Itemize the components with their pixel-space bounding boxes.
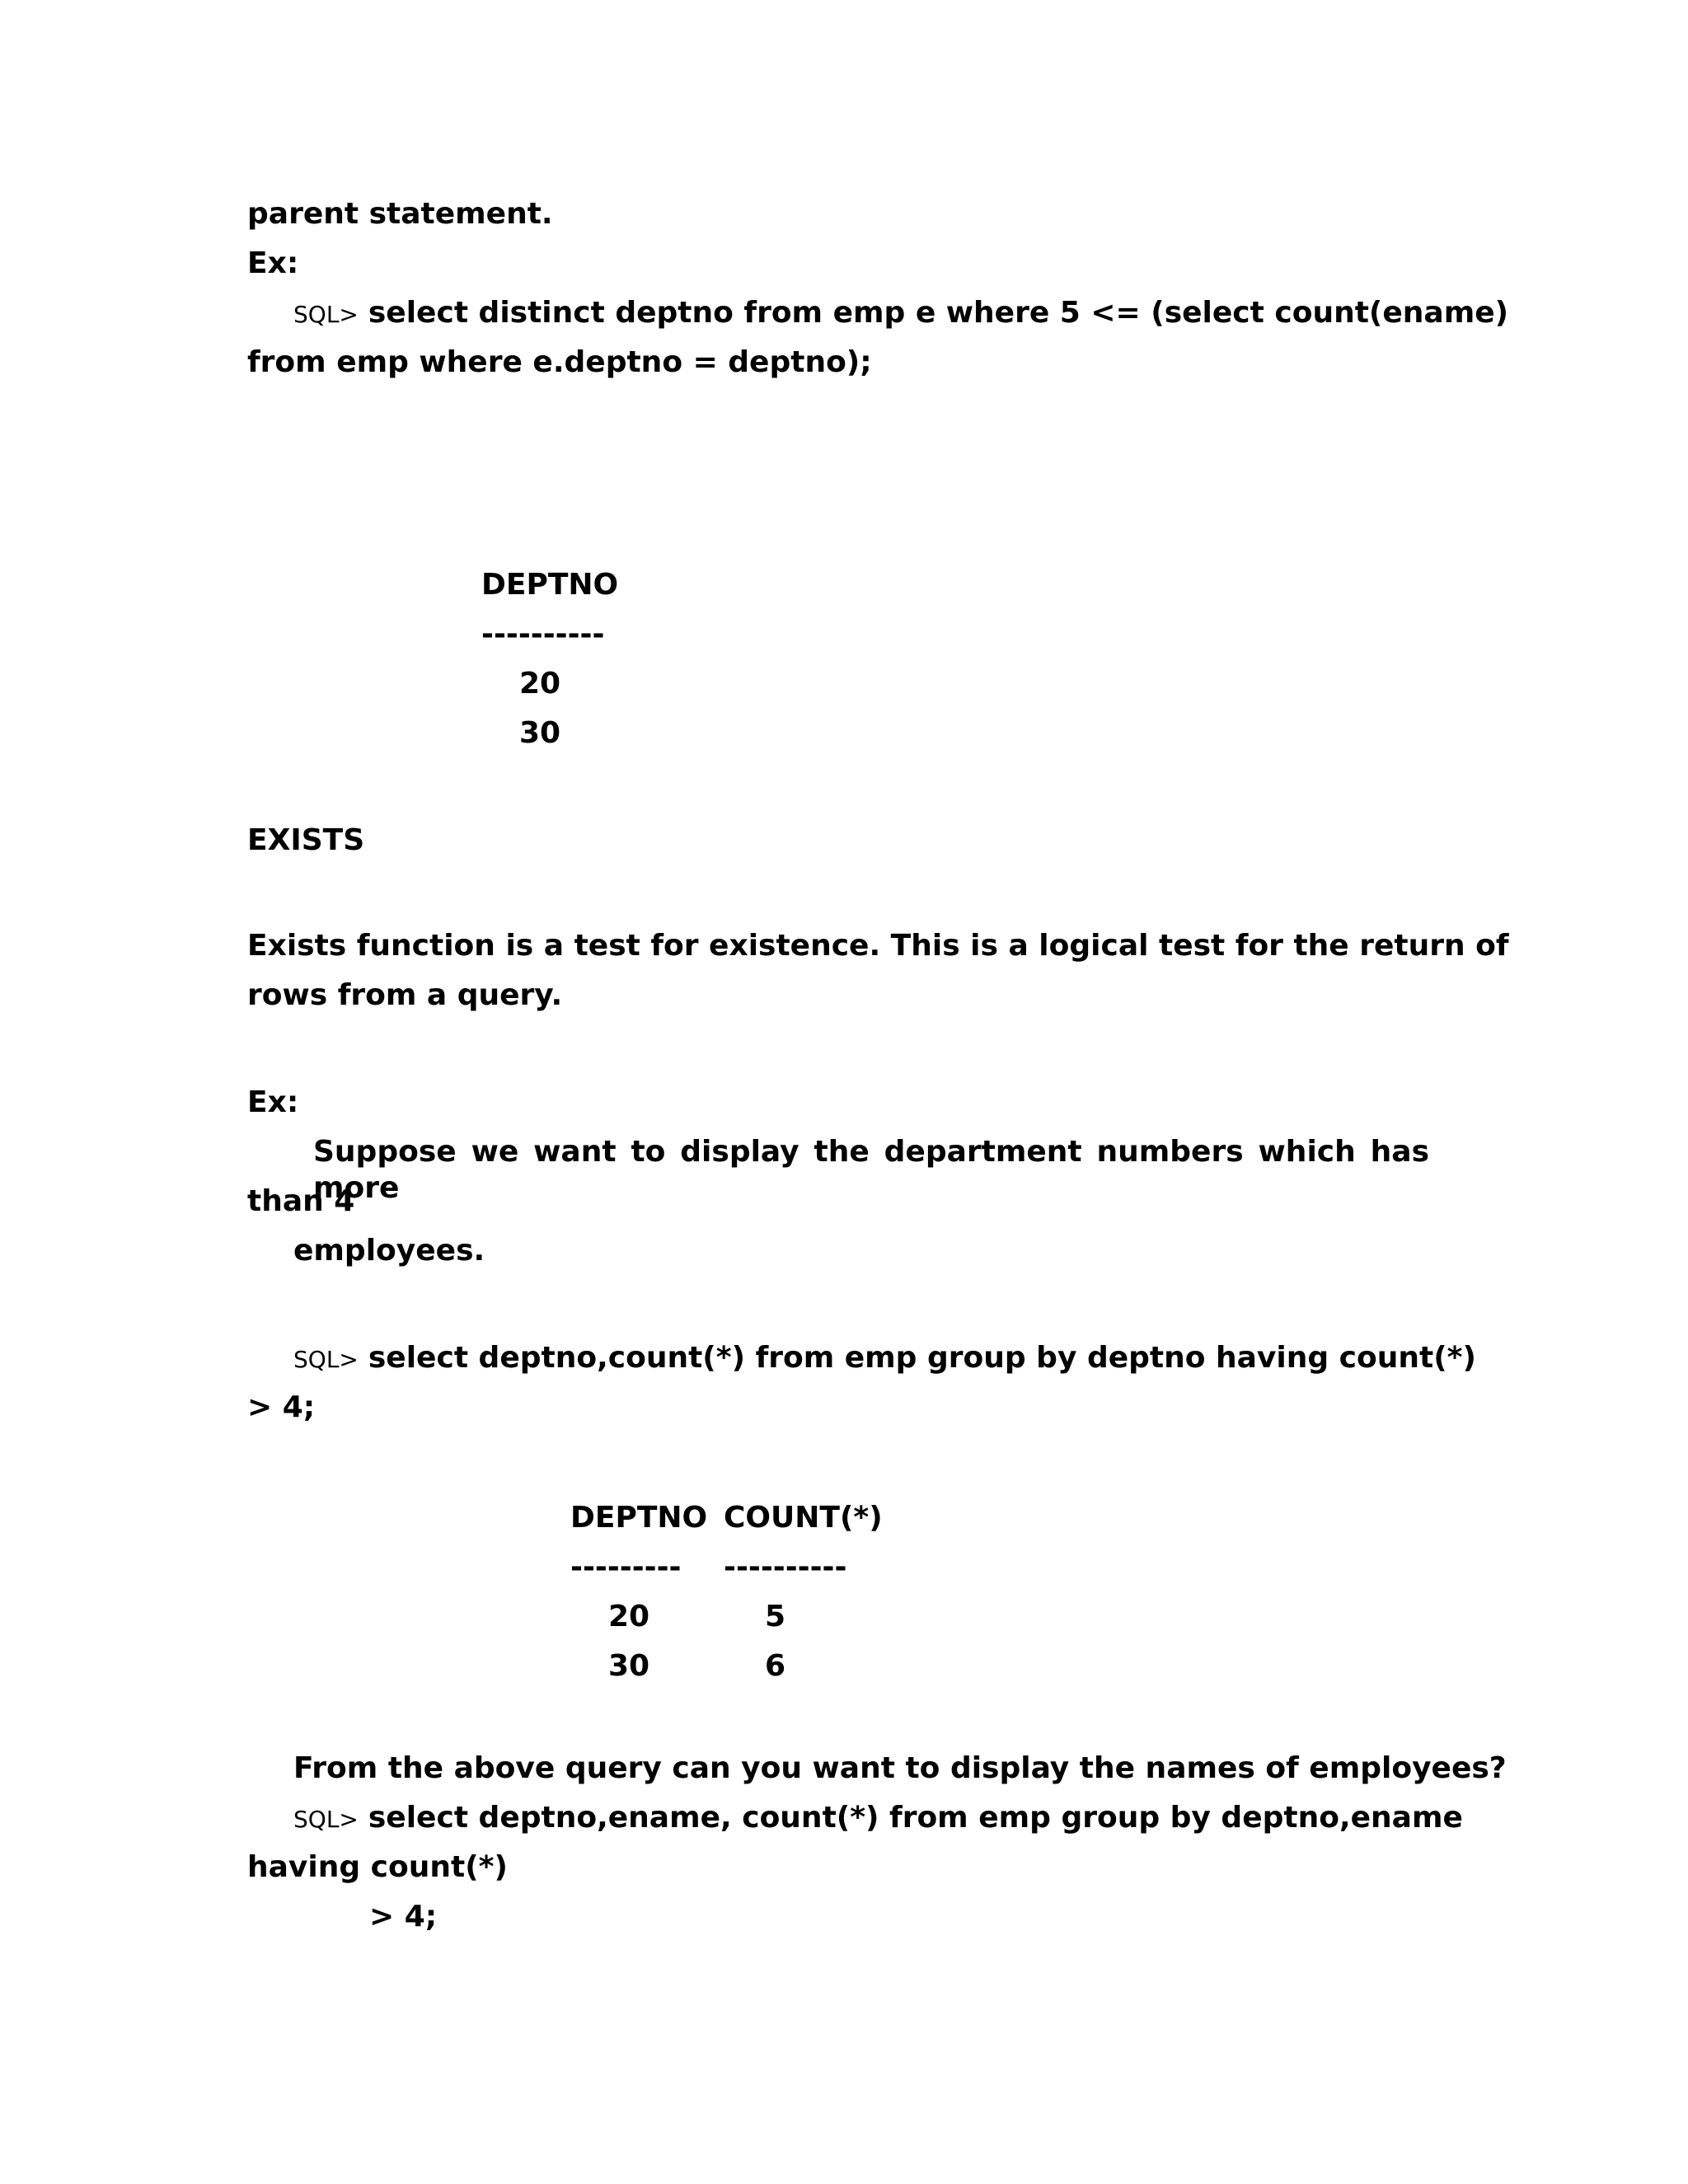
result-table-2 bbox=[570, 1493, 883, 1938]
sql-query-1-line-2: from emp where e.deptno = deptno); bbox=[247, 345, 872, 379]
result-2-row-2-deptno: 30 bbox=[608, 1649, 650, 1683]
exists-description-line-1: Exists function is a test for existence. This is a logical test for the return of bbox=[247, 929, 1509, 963]
text-parent-statement: parent statement. bbox=[247, 197, 553, 231]
sql-query-1-text: select distinct deptno from emp e where 5 <= (select count(ename) bbox=[368, 296, 1509, 330]
sql-query-3-line-2: having count(*) bbox=[247, 1850, 508, 1884]
label-example-1: Ex: bbox=[247, 246, 299, 280]
result-2-header-deptno: DEPTNO bbox=[570, 1501, 708, 1535]
sql-query-2-line-1 bbox=[293, 1340, 1476, 1378]
result-2-header-count: COUNT(*) bbox=[724, 1501, 883, 1535]
sql-query-2-text: select deptno,count(*) from emp group by deptno having count(*) bbox=[368, 1341, 1476, 1375]
sql-query-3-line-1 bbox=[293, 1800, 1463, 1838]
result-2-row-2-count: 6 bbox=[765, 1649, 786, 1683]
label-example-2: Ex: bbox=[247, 1085, 299, 1119]
result-2-row-1-count: 5 bbox=[765, 1600, 786, 1633]
sql-query-3-text: select deptno,ename, count(*) from emp group by deptno,ename bbox=[368, 1801, 1463, 1835]
result-2-row-1-deptno: 20 bbox=[608, 1600, 650, 1633]
question-text: From the above query can you want to display the names of employees? bbox=[293, 1751, 1507, 1785]
result-1-row-1: 20 bbox=[519, 667, 561, 701]
exists-description-line-2: rows from a query. bbox=[247, 978, 563, 1012]
result-1-row-2: 30 bbox=[519, 716, 561, 750]
result-1-separator: ---------- bbox=[481, 617, 605, 651]
sql-prompt: SQL> bbox=[293, 1346, 359, 1373]
suppose-line-3: employees. bbox=[293, 1234, 485, 1268]
sql-query-2-line-2: > 4; bbox=[247, 1390, 316, 1424]
suppose-line-1: Suppose we want to display the department numbers which has more bbox=[313, 1135, 1429, 1205]
section-heading-exists: EXISTS bbox=[247, 823, 365, 857]
sql-prompt: SQL> bbox=[293, 301, 359, 328]
sql-query-3-line-3: > 4; bbox=[369, 1900, 438, 1933]
sql-prompt: SQL> bbox=[293, 1806, 359, 1833]
result-table-1 bbox=[481, 560, 619, 808]
result-2-separator-count: ---------- bbox=[724, 1550, 847, 1584]
result-1-header-deptno: DEPTNO bbox=[481, 568, 619, 602]
sql-query-1-line-1 bbox=[293, 295, 1508, 333]
result-2-separator-deptno: --------- bbox=[570, 1550, 682, 1584]
suppose-line-2: than 4 bbox=[247, 1184, 355, 1218]
